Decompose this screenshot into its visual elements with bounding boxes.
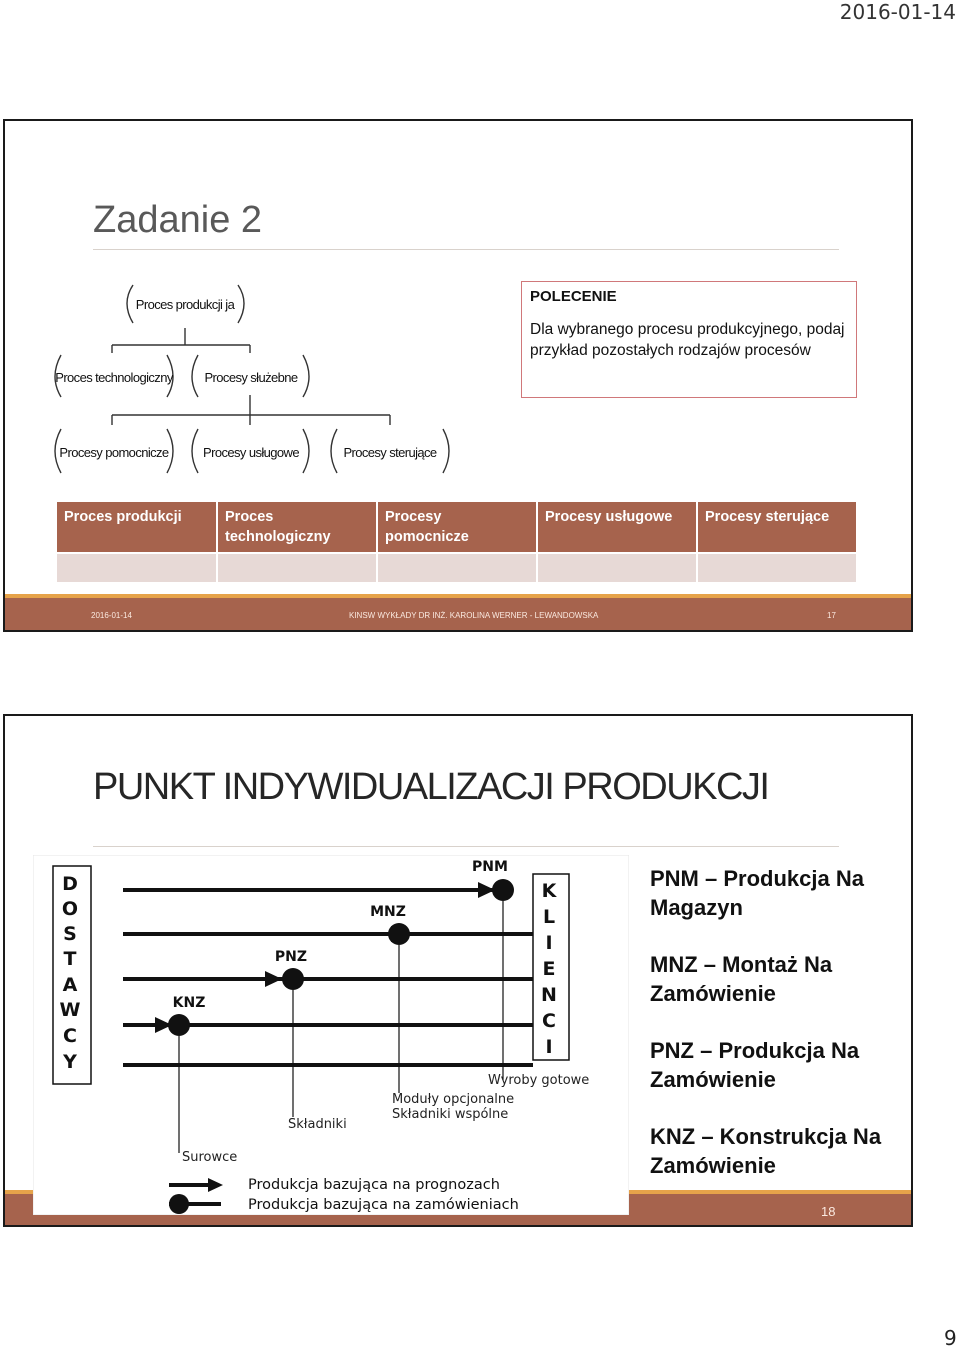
definition-pnz: PNZ – Produkcja Na Zamówienie xyxy=(650,1038,860,1092)
slide-title: PUNKT INDYWIDUALIZACJI PRODUKCJI xyxy=(93,766,769,808)
pnz-point xyxy=(282,968,304,990)
table-header-cell: Procesy usługowe xyxy=(537,502,697,553)
table-cell[interactable] xyxy=(217,553,377,582)
org-level2-label: Procesy pomocnicze xyxy=(59,445,169,460)
table-header-cell: Procesy sterujące xyxy=(697,502,857,553)
stage-label: Składniki wspólne xyxy=(392,1107,509,1122)
org-level1-label: Proces technologiczny xyxy=(55,370,173,385)
pnz-label: PNZ xyxy=(274,949,308,965)
mnz-point xyxy=(388,923,410,945)
knz-label: KNZ xyxy=(172,995,206,1011)
suppliers-letter: S xyxy=(63,923,77,945)
page-date: 2016-01-14 xyxy=(839,0,956,24)
stage-label: Moduły opcjonalne xyxy=(392,1092,515,1107)
suppliers-letter: D xyxy=(62,873,78,895)
slide-footer xyxy=(5,598,911,631)
clients-letter: L xyxy=(542,906,556,928)
footer-slide-number: 18 xyxy=(821,1204,836,1219)
table-header-cell: Procesy pomocnicze xyxy=(377,502,537,553)
suppliers-letter: C xyxy=(63,1025,77,1047)
title-divider xyxy=(93,249,839,250)
instruction-heading: POLECENIE xyxy=(530,288,617,305)
stage-label: Składniki xyxy=(288,1117,347,1132)
clients-letter: N xyxy=(541,984,557,1006)
stage-label: Surowce xyxy=(182,1150,238,1165)
pnm-label: PNM xyxy=(472,859,508,875)
page-number: 9 xyxy=(944,1326,957,1350)
definition-pnm: PNM – Produkcja Na Magazyn xyxy=(650,866,864,920)
legend-order-point xyxy=(169,1194,189,1214)
slide-18 xyxy=(3,714,913,1227)
mnz-label: MNZ xyxy=(370,904,406,920)
clients-letter: K xyxy=(541,880,557,902)
clients-letter: I xyxy=(545,1036,553,1058)
org-root-label: Proces produkcji ja xyxy=(135,297,235,312)
table-header-cell: Proces produkcji xyxy=(57,502,217,553)
definition-knz: KNZ – Konstrukcja Na Zamówienie xyxy=(650,1124,882,1178)
decoupling-point-diagram xyxy=(33,855,629,1215)
instruction-text: Dla wybranego procesu produkcyjnego, podaj przykład pozostałych rodzajów procesów xyxy=(530,321,845,359)
suppliers-letter: A xyxy=(62,974,78,996)
pnm-point xyxy=(492,879,514,901)
process-table xyxy=(57,502,858,582)
suppliers-letter: O xyxy=(61,898,79,920)
table-cell[interactable] xyxy=(697,553,857,582)
footer-date: 2016-01-14 xyxy=(91,611,132,620)
abbreviation-legend xyxy=(650,864,910,1208)
table-cell[interactable] xyxy=(377,553,537,582)
legend-forecast-label: Produkcja bazująca na prognozach xyxy=(248,1177,500,1193)
table-header-row xyxy=(57,502,857,553)
suppliers-letter: T xyxy=(63,948,77,970)
clients-letter: C xyxy=(542,1010,556,1032)
stage-label: Wyroby gotowe xyxy=(488,1073,590,1088)
legend-order-label: Produkcja bazująca na zamówieniach xyxy=(248,1197,519,1213)
suppliers-letter: W xyxy=(59,999,81,1021)
table-cell[interactable] xyxy=(57,553,217,582)
org-level1-label: Procesy służebne xyxy=(204,370,298,385)
title-divider xyxy=(93,846,839,847)
slide-17 xyxy=(3,119,913,632)
process-org-chart xyxy=(45,273,465,483)
knz-point xyxy=(168,1014,190,1036)
clients-letter: E xyxy=(542,958,556,980)
org-level2-label: Procesy sterujące xyxy=(343,445,437,460)
footer-author: KINSW WYKŁADY DR INŻ. KAROLINA WERNER - LEWANDOWSKA xyxy=(349,611,599,620)
slide-title: Zadanie 2 xyxy=(93,199,263,241)
org-level2-label: Procesy usługowe xyxy=(203,445,299,460)
table-header-cell: Proces technologiczny xyxy=(217,502,377,553)
instruction-box xyxy=(521,281,857,398)
footer-slide-number: 17 xyxy=(827,611,836,620)
table-cell[interactable] xyxy=(537,553,697,582)
clients-letter: I xyxy=(545,932,553,954)
suppliers-letter: Y xyxy=(63,1051,77,1073)
definition-mnz: MNZ – Montaż Na Zamówienie xyxy=(650,952,833,1006)
table-row xyxy=(57,553,857,582)
